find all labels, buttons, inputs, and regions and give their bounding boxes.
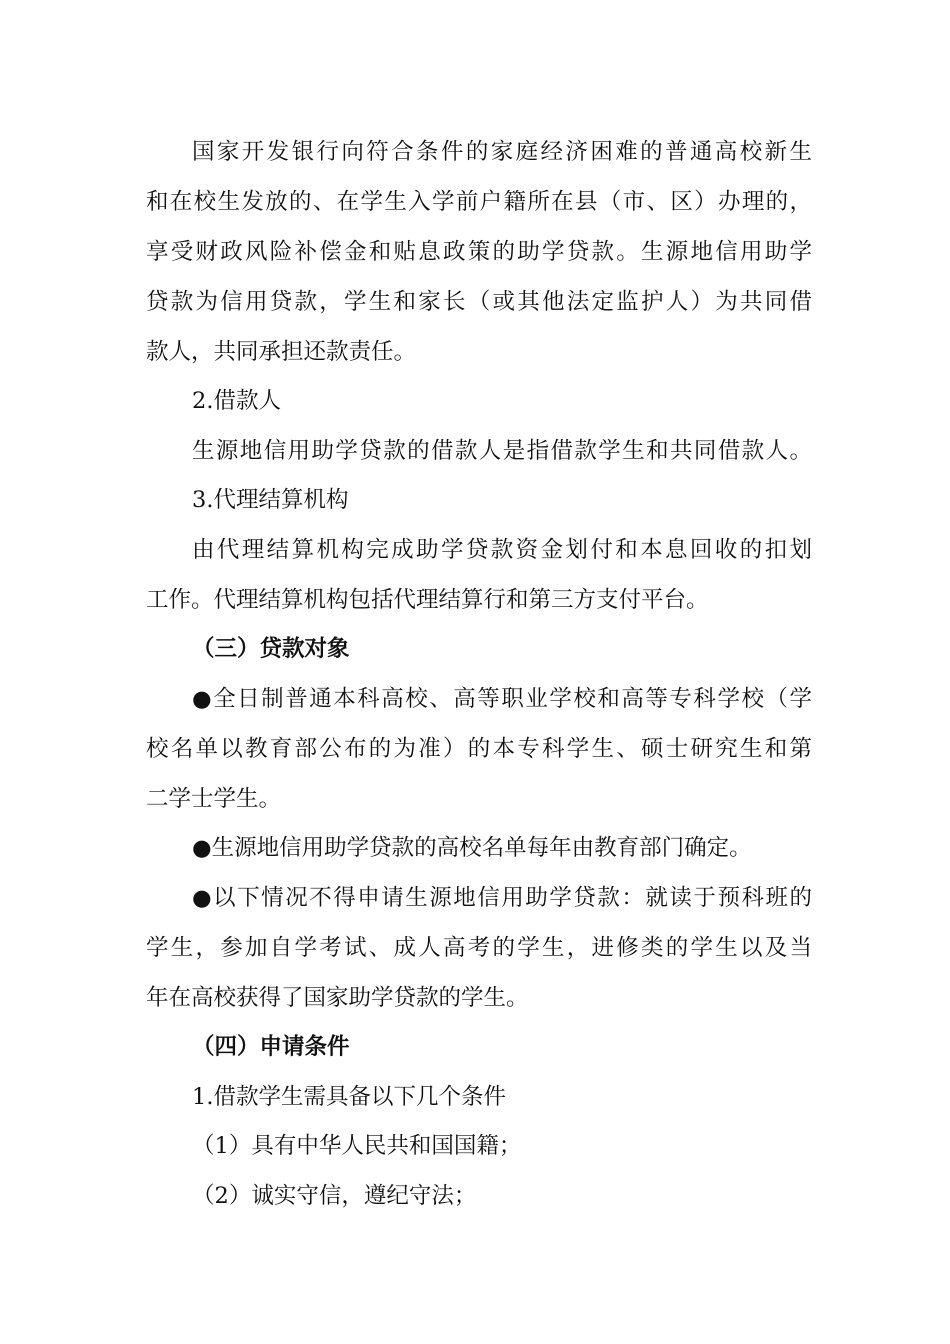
bullet-line-7: 年在高校获得了国家助学贷款的学生。 bbox=[146, 985, 529, 1011]
bullet-line-1: ●全日制普通本科高校、高等职业学校和高等专科学校（学 bbox=[192, 686, 812, 712]
bullet-line-6: 学生，参加自学考试、成人高考的学生，进修类的学生以及当 bbox=[146, 935, 812, 961]
bullet-line-5: ●以下情况不得申请生源地信用助学贷款：就读于预科班的 bbox=[192, 885, 812, 911]
paragraph-line-4: 贷款为信用贷款，学生和家长（或其他法定监护人）为共同借 bbox=[146, 289, 812, 315]
bullet-line-2: 校名单以教育部公布的为准）的本专科学生、硕士研究生和第 bbox=[146, 736, 812, 762]
section-heading-loan-target: （三）贷款对象 bbox=[192, 636, 350, 662]
condition-item-2: （2）诚实守信，遵纪守法； bbox=[192, 1183, 477, 1209]
paragraph-line-2: 和在校生发放的、在学生入学前户籍所在县（市、区）办理的， bbox=[146, 189, 812, 215]
paragraph-line-3: 享受财政风险补偿金和贴息政策的助学贷款。生源地信用助学 bbox=[146, 239, 812, 265]
bullet-line-3: 二学士学生。 bbox=[146, 786, 282, 812]
item-heading-agent: 3.代理结算机构 bbox=[192, 487, 349, 513]
conditions-intro: 1.借款学生需具备以下几个条件 bbox=[192, 1084, 506, 1110]
paragraph-line-1: 国家开发银行向符合条件的家庭经济困难的普通高校新生 bbox=[192, 139, 812, 165]
section-heading-conditions: （四）申请条件 bbox=[192, 1034, 350, 1060]
paragraph-line-borrower: 生源地信用助学贷款的借款人是指借款学生和共同借款人。 bbox=[192, 438, 812, 464]
item-heading-borrower: 2.借款人 bbox=[192, 388, 281, 414]
paragraph-line-5: 款人，共同承担还款责任。 bbox=[146, 339, 417, 365]
paragraph-line-agent-1: 由代理结算机构完成助学贷款资金划付和本息回收的扣划 bbox=[192, 537, 812, 563]
paragraph-line-agent-2: 工作。代理结算机构包括代理结算行和第三方支付平台。 bbox=[146, 587, 709, 613]
condition-item-1: （1）具有中华人民共和国国籍； bbox=[192, 1133, 522, 1159]
bullet-line-4: ●生源地信用助学贷款的高校名单每年由教育部门确定。 bbox=[192, 835, 752, 861]
